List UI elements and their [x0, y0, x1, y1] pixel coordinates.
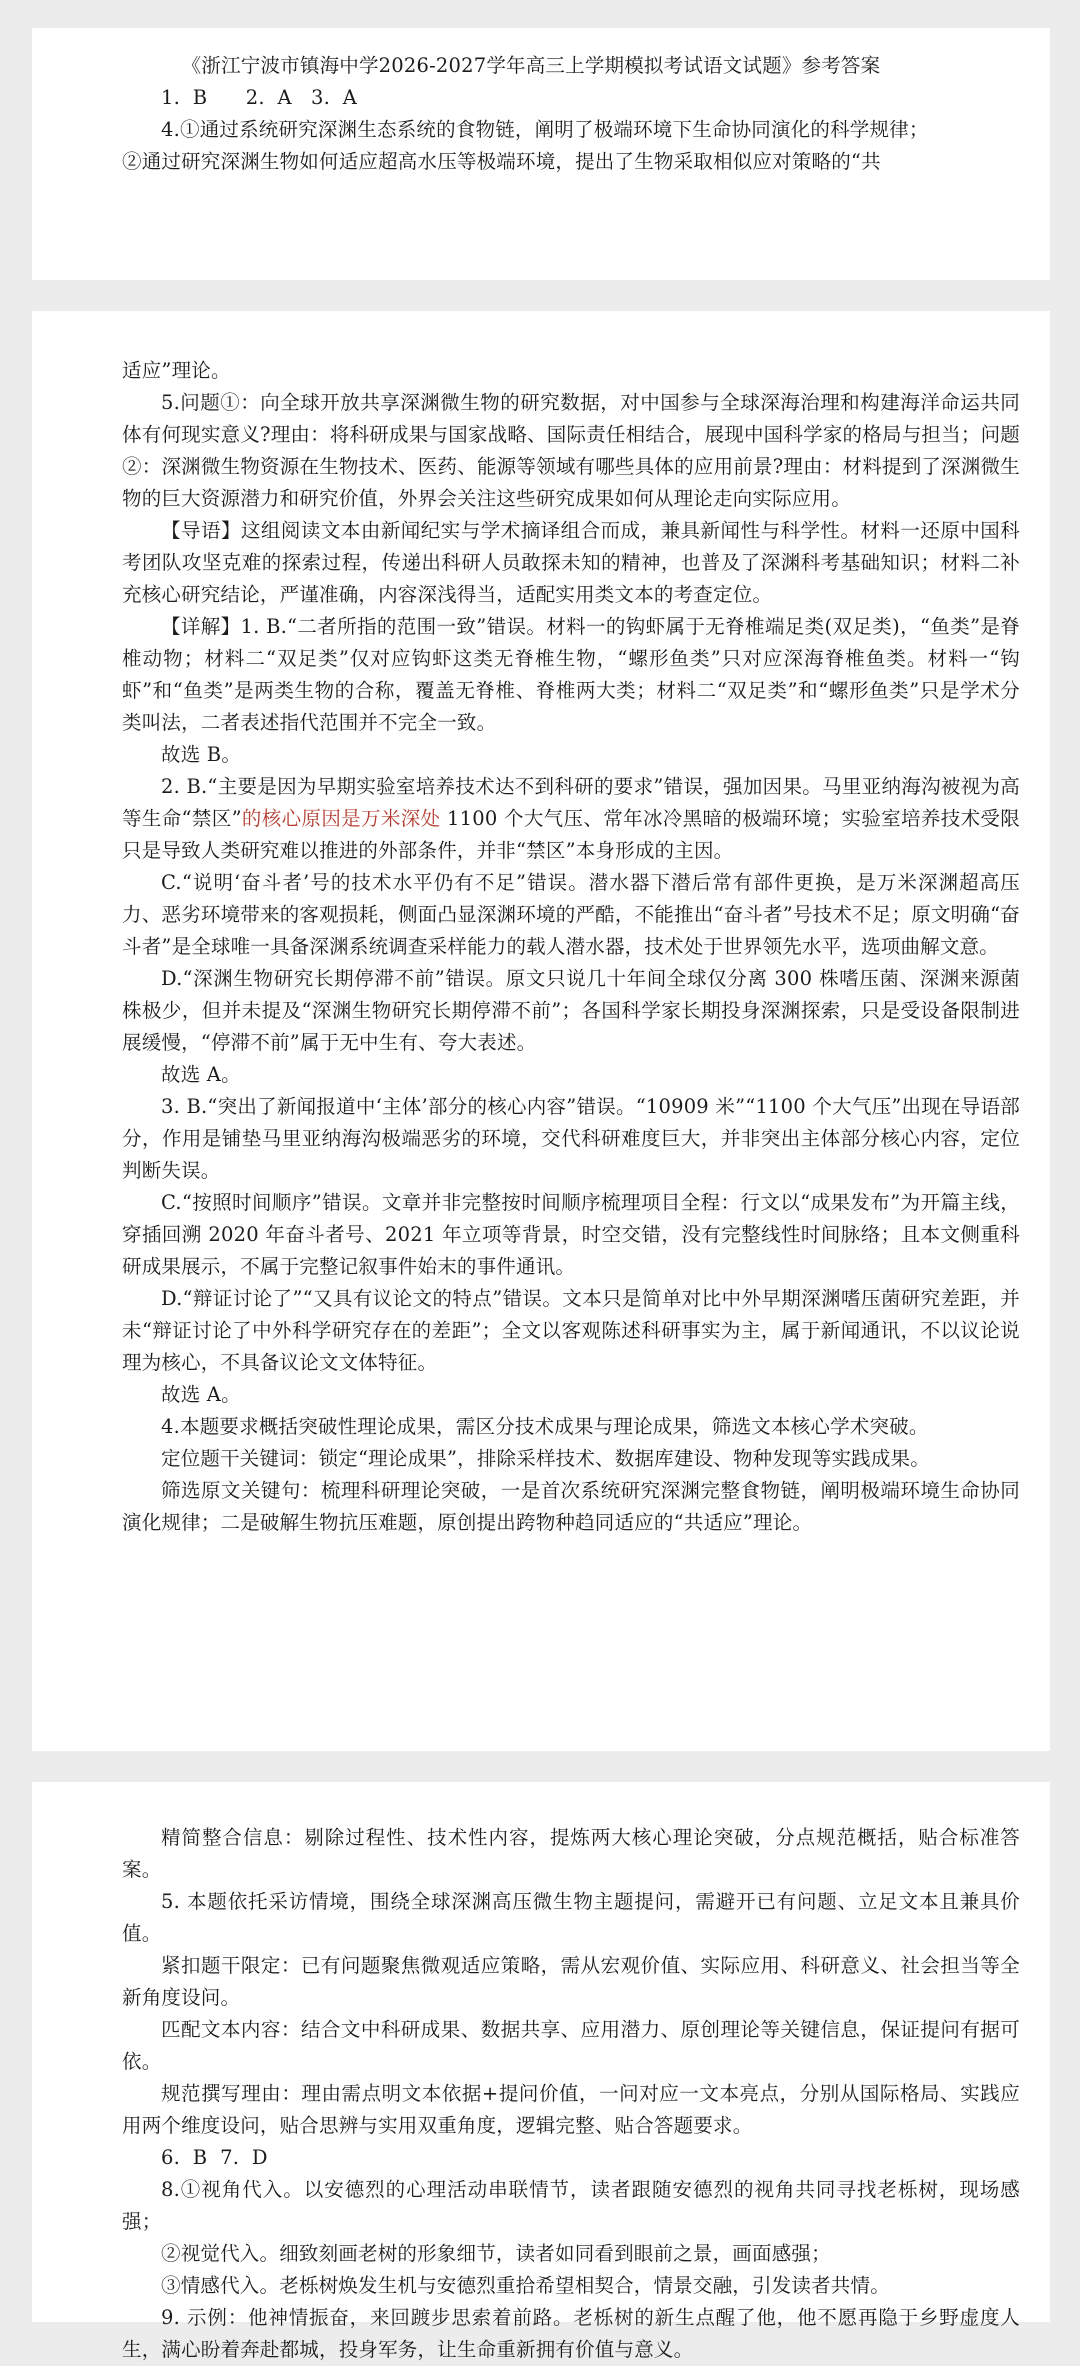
analysis-2-b [122, 771, 1020, 867]
answer-9: 9. 示例：他神情振奋，来回踱步思索着前路。老栎树的新生点醒了他，他不愿再隐于乡野虚度人生，满心盼着奔赴都城，投身军务，让生命重新拥有价值与意义。 [122, 2306, 1020, 2361]
answers-1-3: 1. B 2. A 3. A [161, 86, 358, 109]
answer-5: 5.问题①：向全球开放共享深渊微生物的研究数据，对中国参与全球深海治理和构建海洋命运共同体有何现实意义?理由：将科研成果与国家战略、国际责任相结合，展现中国科学家的格局与担当；问题②：深渊微生物资源在生物技术、医药、能源等领域有哪些具体的应用前景?理由：材料提到了深渊微生物的巨大资源潜力和研究价值，外界会关注这些研究成果如何从理论走向实际应用。 [122, 391, 1020, 510]
highlighted-text: 的核心原因是万米深处 [241, 807, 441, 830]
page-2 [32, 311, 1050, 1751]
page-3 [32, 1782, 1050, 2361]
answer-4-line1: 4.①通过系统研究深渊生态系统的食物链，阐明了极端环境下生命协同演化的科学规律； [161, 118, 929, 141]
analysis-5-match: 匹配文本内容：结合文中科研成果、数据共享、应用潜力、原创理论等关键信息，保证提问有据可依。 [122, 2018, 1020, 2073]
analysis-2-c: C.“说明‘奋斗者’号的技术水平仍有不足”错误。潜水器下潜后常有部件更换，是万米深渊超高压力、恶劣环境带来的客观损耗，侧面凸显深渊环境的严酷，不能推出“奋斗者”号技术不足；原文明确“奋斗者”是全球唯一具备深渊系统调查采样能力的载人潜水器，技术处于世界领先水平，选项曲解文意。 [122, 871, 1020, 958]
summary-paragraph: 精简整合信息：剔除过程性、技术性内容，提炼两大核心理论突破，分点规范概括，贴合标准答案。 [122, 1826, 1020, 1881]
answer-8-2: ②视觉代入。细致刻画老树的形象细节，读者如同看到眼前之景，画面感强； [161, 2242, 831, 2265]
choose-b: 故选 B。 [161, 743, 242, 766]
guide-paragraph: 【导语】这组阅读文本由新闻纪实与学术摘译组合而成，兼具新闻性与科学性。材料一还原中国科考团队攻坚克难的探索过程，传递出科研人员敢探未知的精神，也普及了深渊科考基础知识；材料二补充核心研究结论，严谨准确，内容深浅得当，适配实用类文本的考查定位。 [122, 519, 1020, 606]
analysis-2-b-part2: 1100 个大气压、常年冰冷黑暗的极端环境；实验室培养技术受限只是导致人类研究难以推进的外部条件，并非“禁区”本身形成的主因。 [122, 807, 1020, 862]
answers-6-7: 6. B 7. D [161, 2146, 268, 2169]
analysis-2-d: D.“深渊生物研究长期停滞不前”错误。原文只说几十年间全球仅分离 300 株嗜压菌、深渊来源菌株极少，但并未提及“深渊生物研究长期停滞不前”；各国科学家长期投身深渊探索，只是受设备限制进展缓慢，“停滞不前”属于无中生有、夸大表述。 [122, 967, 1020, 1054]
document-title: 《浙江宁波市镇海中学2026-2027学年高三上学期模拟考试语文试题》参考答案 [181, 54, 881, 77]
detail-paragraph: 【详解】1. B.“二者所指的范围一致”错误。材料一的钩虾属于无脊椎端足类(双足类)，“鱼类”是脊椎动物；材料二“双足类”仅对应钩虾这类无脊椎生物，“螺形鱼类”只对应深海脊椎鱼类。材料一“钩虾”和“鱼类”是两类生物的合称，覆盖无脊椎、脊椎两大类；材料二“双足类”和“螺形鱼类”只是学术分类叫法，二者表述指代范围并不完全一致。 [122, 615, 1020, 734]
continued-text: 适应”理论。 [122, 359, 231, 382]
answer-8-3: ③情感代入。老栎树焕发生机与安德烈重拾希望相契合，情景交融，引发读者共情。 [161, 2274, 890, 2297]
analysis-3-c: C.“按照时间顺序”错误。文章并非完整按时间顺序梳理项目全程：行文以“成果发布”为开篇主线，穿插回溯 2020 年奋斗者号、2021 年立项等背景，时空交错，没有完整线性时间脉络；且本文侧重科研成果展示，不属于完整记叙事件始末的事件通讯。 [122, 1191, 1020, 1278]
analysis-2-b-part1: 2. B.“主要是因为早期实验室培养技术达不到科研的要求”错误，强加因果。马里亚纳海沟被视为高等生命“禁区” [122, 775, 1020, 830]
answer-8-1: 8.①视角代入。以安德烈的心理活动串联情节，读者跟随安德烈的视角共同寻找老栎树，现场感强； [122, 2178, 1020, 2233]
choose-a-2: 故选 A。 [161, 1383, 241, 1406]
analysis-4-intro: 4.本题要求概括突破性理论成果，需区分技术成果与理论成果，筛选文本核心学术突破。 [161, 1415, 929, 1438]
analysis-5-limit: 紧扣题干限定：已有问题聚焦微观适应策略，需从宏观价值、实际应用、科研意义、社会担当等全新角度设问。 [122, 1954, 1020, 2009]
analysis-3-d: D.“辩证讨论了”“又具有议论文的特点”错误。文本只是简单对比中外早期深渊嗜压菌研究差距，并未“辩证讨论了中外科学研究存在的差距”；全文以客观陈述科研事实为主，属于新闻通讯，不以议论说理为核心，不具备议论文文体特征。 [122, 1287, 1020, 1374]
analysis-5-reason: 规范撰写理由：理由需点明文本依据+提问价值，一问对应一文本亮点，分别从国际格局、实践应用两个维度设问，贴合思辨与实用双重角度，逻辑完整、贴合答题要求。 [122, 2082, 1020, 2137]
choose-a-1: 故选 A。 [161, 1063, 241, 1086]
analysis-4-sentences: 筛选原文关键句：梳理科研理论突破，一是首次系统研究深渊完整食物链，阐明极端环境生命协同演化规律；二是破解生物抗压难题，原创提出跨物种趋同适应的“共适应”理论。 [122, 1479, 1020, 1534]
answer-4-line2: ②通过研究深渊生物如何适应超高水压等极端环境，提出了生物采取相似应对策略的“共 [122, 150, 881, 173]
analysis-4-keywords: 定位题干关键词：锁定“理论成果”，排除采样技术、数据库建设、物种发现等实践成果。 [161, 1447, 930, 1470]
page-1 [32, 28, 1050, 280]
analysis-5: 5. 本题依托采访情境，围绕全球深渊高压微生物主题提问，需避开已有问题、立足文本且兼具价值。 [122, 1890, 1020, 1945]
analysis-3-b: 3. B.“突出了新闻报道中‘主体’部分的核心内容”错误。“10909 米”“1100 个大气压”出现在导语部分，作用是铺垫马里亚纳海沟极端恶劣的环境，交代科研难度巨大，并非突出主体部分核心内容，定位判断失误。 [122, 1095, 1020, 1182]
